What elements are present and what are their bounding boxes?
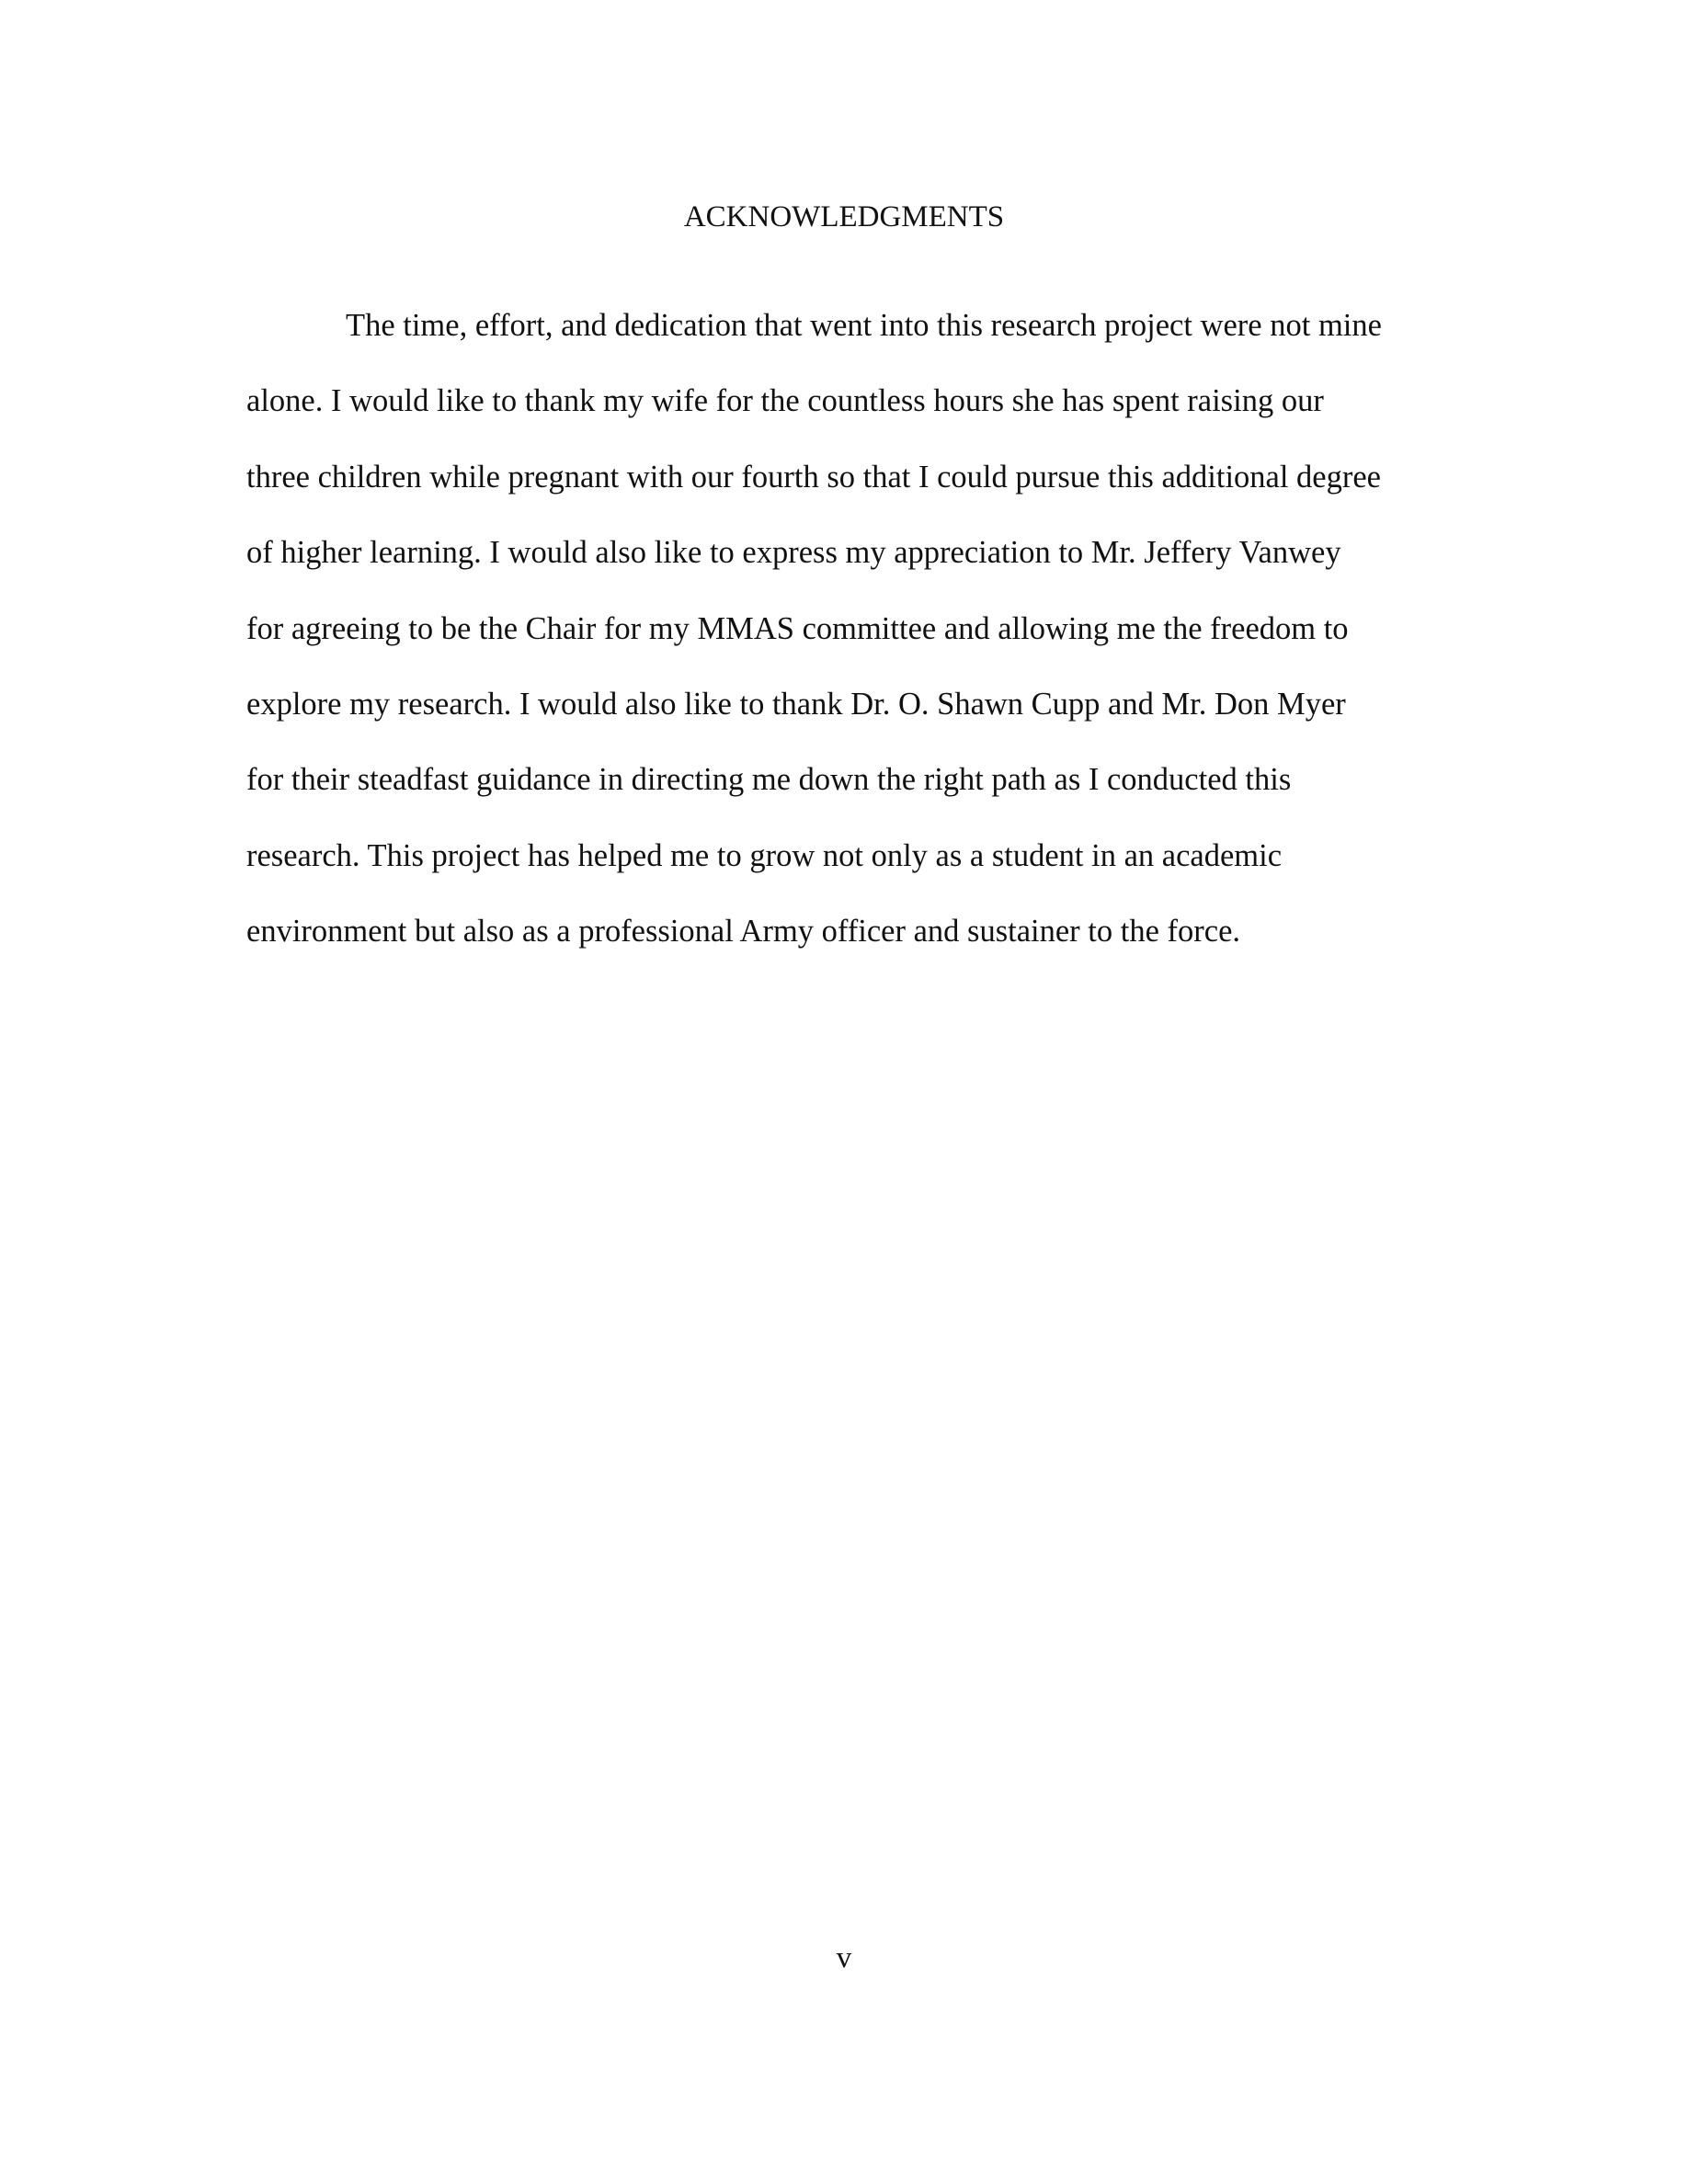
paragraph-line: environment but also as a professional Army officer and sustainer to the force.: [246, 914, 1241, 950]
paragraph-line: research. This project has helped me to grow not only as a student in an academic: [246, 837, 1283, 873]
page-number: v: [836, 1941, 852, 1974]
paragraph-line: for agreeing to be the Chair for my MMAS committee and allowing me the freedom to: [246, 610, 1349, 646]
paragraph-line: The time, effort, and dedication that went into this research project were not mine: [346, 308, 1382, 343]
acknowledgments-paragraph: [246, 303, 1382, 985]
paragraph-line: for their steadfast guidance in directing me down the right path as I conducted this: [246, 762, 1292, 798]
paragraph-line: alone. I would like to thank my wife for the countless hours she has spent raising our: [246, 383, 1324, 419]
paragraph-line: three children while pregnant with our fourth so that I could pursue this additional degree: [246, 459, 1381, 495]
page-title: ACKNOWLEDGMENTS: [683, 200, 1005, 233]
paragraph-line: explore my research. I would also like to thank Dr. O. Shawn Cupp and Mr. Don Myer: [246, 686, 1346, 722]
paragraph-line: of higher learning. I would also like to express my appreciation to Mr. Jeffery Vanwey: [246, 535, 1341, 571]
